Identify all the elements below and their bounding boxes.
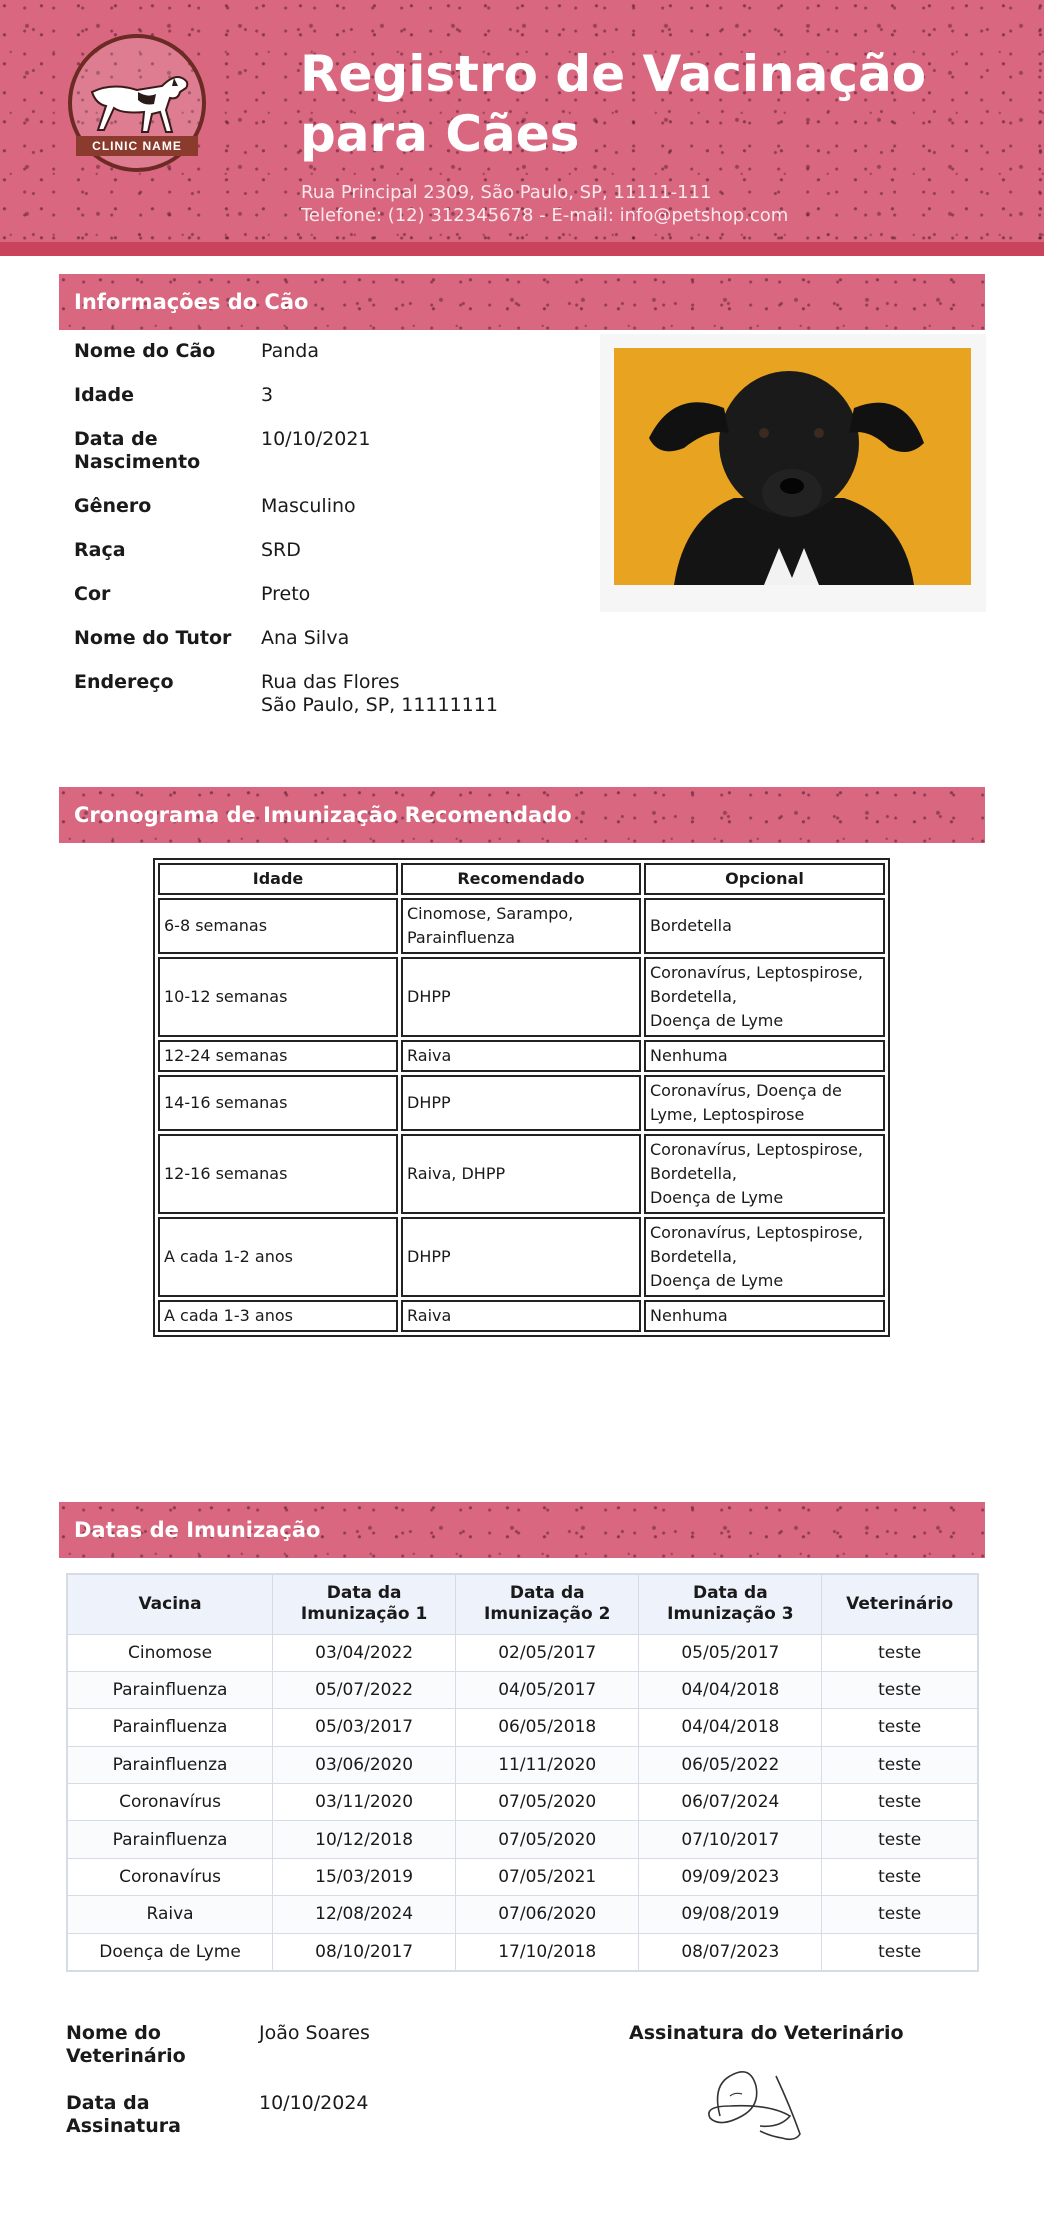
- table-cell: 04/04/2018: [639, 1709, 822, 1746]
- table-cell: 06/05/2018: [456, 1709, 639, 1746]
- dog-photo-frame: [600, 334, 986, 612]
- signature-details: [66, 2022, 370, 2162]
- table-cell: teste: [822, 1784, 978, 1821]
- info-row-birthdate: [74, 428, 594, 474]
- table-row: [67, 1821, 978, 1858]
- table-cell: Bordetella: [644, 898, 885, 954]
- table-cell: teste: [822, 1821, 978, 1858]
- page-title: [300, 44, 1000, 164]
- table-cell: 11/11/2020: [456, 1746, 639, 1783]
- signature-date-row: [66, 2092, 370, 2138]
- table-cell: Parainfluenza: [67, 1746, 273, 1783]
- column-header: Vacina: [67, 1574, 273, 1634]
- table-cell: 07/06/2020: [456, 1896, 639, 1933]
- table-cell: Parainfluenza: [67, 1709, 273, 1746]
- info-label: Idade: [74, 384, 134, 406]
- info-label: Endereço: [74, 671, 174, 693]
- column-header: Data da Imunização 3: [639, 1574, 822, 1634]
- table-cell: 09/08/2019: [639, 1896, 822, 1933]
- info-label: Cor: [74, 583, 111, 605]
- table-cell: Coronavírus, Doença de Lyme, Leptospirose: [644, 1075, 885, 1131]
- table-cell: Coronavírus, Leptospirose, Bordetella, Doença de Lyme: [644, 957, 885, 1037]
- signature-title: Assinatura do Veterinário: [629, 2022, 904, 2044]
- table-cell: Cinomose: [67, 1634, 273, 1671]
- table-cell: 08/10/2017: [273, 1933, 456, 1970]
- immunization-schedule-table: [153, 858, 890, 1337]
- table-cell: Raiva: [401, 1040, 641, 1072]
- info-label: Gênero: [74, 495, 152, 517]
- table-row: [67, 1933, 978, 1970]
- info-value: Masculino: [261, 495, 356, 517]
- table-cell: teste: [822, 1634, 978, 1671]
- table-row: [158, 1040, 885, 1072]
- table-cell: Coronavírus: [67, 1858, 273, 1895]
- logo-text: CLINIC NAME: [76, 136, 198, 156]
- section-header-schedule: Cronograma de Imunização Recomendado: [59, 787, 985, 843]
- dog-info-list: [74, 340, 594, 738]
- table-cell: DHPP: [401, 1217, 641, 1297]
- table-row: [67, 1709, 978, 1746]
- info-row-age: [74, 384, 594, 407]
- info-value: Preto: [261, 583, 311, 605]
- table-row: [158, 898, 885, 954]
- vet-name-value: João Soares: [259, 2022, 370, 2044]
- info-row-gender: [74, 495, 594, 518]
- column-header: Data da Imunização 1: [273, 1574, 456, 1634]
- column-header: Veterinário: [822, 1574, 978, 1634]
- table-cell: teste: [822, 1746, 978, 1783]
- table-cell: teste: [822, 1709, 978, 1746]
- column-header: Opcional: [644, 863, 885, 895]
- table-row: [158, 1300, 885, 1332]
- table-cell: 05/07/2022: [273, 1671, 456, 1708]
- table-cell: 03/04/2022: [273, 1634, 456, 1671]
- table-row: [67, 1784, 978, 1821]
- table-cell: Parainfluenza: [67, 1671, 273, 1708]
- table-cell: 04/05/2017: [456, 1671, 639, 1708]
- table-cell: teste: [822, 1896, 978, 1933]
- table-row: [158, 957, 885, 1037]
- table-cell: Coronavírus: [67, 1784, 273, 1821]
- info-label: Nome do Tutor: [74, 627, 232, 649]
- info-value: SRD: [261, 539, 301, 561]
- vet-name-label: Nome do Veterinário: [66, 2022, 186, 2067]
- table-cell: teste: [822, 1858, 978, 1895]
- table-cell: 05/03/2017: [273, 1709, 456, 1746]
- table-cell: 12/08/2024: [273, 1896, 456, 1933]
- info-row-color: [74, 583, 594, 606]
- info-label: Nome do Cão: [74, 340, 216, 362]
- table-cell: 03/11/2020: [273, 1784, 456, 1821]
- info-value: Rua das Flores São Paulo, SP, 11111111: [261, 671, 498, 716]
- table-cell: 04/04/2018: [639, 1671, 822, 1708]
- table-row: [67, 1896, 978, 1933]
- table-cell: teste: [822, 1671, 978, 1708]
- table-row: [67, 1634, 978, 1671]
- clinic-address: [301, 181, 788, 227]
- table-cell: 14-16 semanas: [158, 1075, 398, 1131]
- column-header: Data da Imunização 2: [456, 1574, 639, 1634]
- title-line-1: Registro de Vacinação: [300, 45, 927, 103]
- column-header: Idade: [158, 863, 398, 895]
- table-cell: Coronavírus, Leptospirose, Bordetella, Doença de Lyme: [644, 1217, 885, 1297]
- table-cell: 02/05/2017: [456, 1634, 639, 1671]
- table-cell: 17/10/2018: [456, 1933, 639, 1970]
- info-row-address: [74, 671, 594, 717]
- info-value: 3: [261, 384, 274, 406]
- title-line-2: para Cães: [300, 105, 580, 163]
- address-line-1: Rua Principal 2309, São Paulo, SP, 11111-111: [301, 182, 712, 203]
- table-cell: 12-24 semanas: [158, 1040, 398, 1072]
- info-row-owner: [74, 627, 594, 650]
- table-cell: 07/05/2020: [456, 1784, 639, 1821]
- header-stripe: [0, 242, 1044, 256]
- contact-line: Telefone: (12) 312345678 - E-mail: info@petshop.com: [301, 205, 789, 226]
- table-cell: Nenhuma: [644, 1040, 885, 1072]
- info-label: Data de Nascimento: [74, 428, 201, 473]
- table-cell: Doença de Lyme: [67, 1933, 273, 1970]
- info-value: Ana Silva: [261, 627, 350, 649]
- info-row-name: [74, 340, 594, 363]
- table-cell: DHPP: [401, 1075, 641, 1131]
- table-cell: 08/07/2023: [639, 1933, 822, 1970]
- immunization-dates-table: [66, 1573, 979, 1972]
- table-cell: 10-12 semanas: [158, 957, 398, 1037]
- signature-date-value: 10/10/2024: [259, 2092, 369, 2114]
- table-cell: A cada 1-2 anos: [158, 1217, 398, 1297]
- table-cell: Raiva: [401, 1300, 641, 1332]
- table-cell: 06/07/2024: [639, 1784, 822, 1821]
- section-header-dog-info: Informações do Cão: [59, 274, 985, 330]
- table-cell: A cada 1-3 anos: [158, 1300, 398, 1332]
- table-cell: Parainfluenza: [67, 1821, 273, 1858]
- table-cell: teste: [822, 1933, 978, 1970]
- signature-icon: [690, 2056, 830, 2156]
- header-banner: [0, 0, 1044, 242]
- table-row: [158, 1134, 885, 1214]
- table-cell: 07/05/2020: [456, 1821, 639, 1858]
- table-header-row: [67, 1574, 978, 1634]
- vet-signature: [690, 2056, 830, 2160]
- table-cell: Raiva, DHPP: [401, 1134, 641, 1214]
- info-label: Raça: [74, 539, 126, 561]
- table-cell: DHPP: [401, 957, 641, 1037]
- table-cell: 03/06/2020: [273, 1746, 456, 1783]
- table-cell: Cinomose, Sarampo, Parainfluenza: [401, 898, 641, 954]
- table-cell: 09/09/2023: [639, 1858, 822, 1895]
- table-cell: 07/05/2021: [456, 1858, 639, 1895]
- table-row: [67, 1671, 978, 1708]
- dog-logo-icon: [82, 52, 202, 142]
- table-cell: Coronavírus, Leptospirose, Bordetella, Doença de Lyme: [644, 1134, 885, 1214]
- table-cell: 6-8 semanas: [158, 898, 398, 954]
- table-cell: 07/10/2017: [639, 1821, 822, 1858]
- table-cell: 10/12/2018: [273, 1821, 456, 1858]
- table-cell: 05/05/2017: [639, 1634, 822, 1671]
- table-cell: 06/05/2022: [639, 1746, 822, 1783]
- info-row-breed: [74, 539, 594, 562]
- table-row: [67, 1746, 978, 1783]
- section-header-immunization-dates: Datas de Imunização: [59, 1502, 985, 1558]
- info-value: Panda: [261, 340, 319, 362]
- dog-photo: [614, 348, 971, 585]
- table-header-row: [158, 863, 885, 895]
- table-cell: 12-16 semanas: [158, 1134, 398, 1214]
- column-header: Recomendado: [401, 863, 641, 895]
- clinic-logo: [68, 34, 206, 172]
- table-row: [67, 1858, 978, 1895]
- table-row: [158, 1217, 885, 1297]
- table-cell: 15/03/2019: [273, 1858, 456, 1895]
- signature-date-label: Data da Assinatura: [66, 2092, 181, 2137]
- table-cell: Nenhuma: [644, 1300, 885, 1332]
- table-row: [158, 1075, 885, 1131]
- dog-photo-icon: [614, 348, 971, 585]
- table-cell: Raiva: [67, 1896, 273, 1933]
- vet-name-row: [66, 2022, 370, 2068]
- info-value: 10/10/2021: [261, 428, 371, 450]
